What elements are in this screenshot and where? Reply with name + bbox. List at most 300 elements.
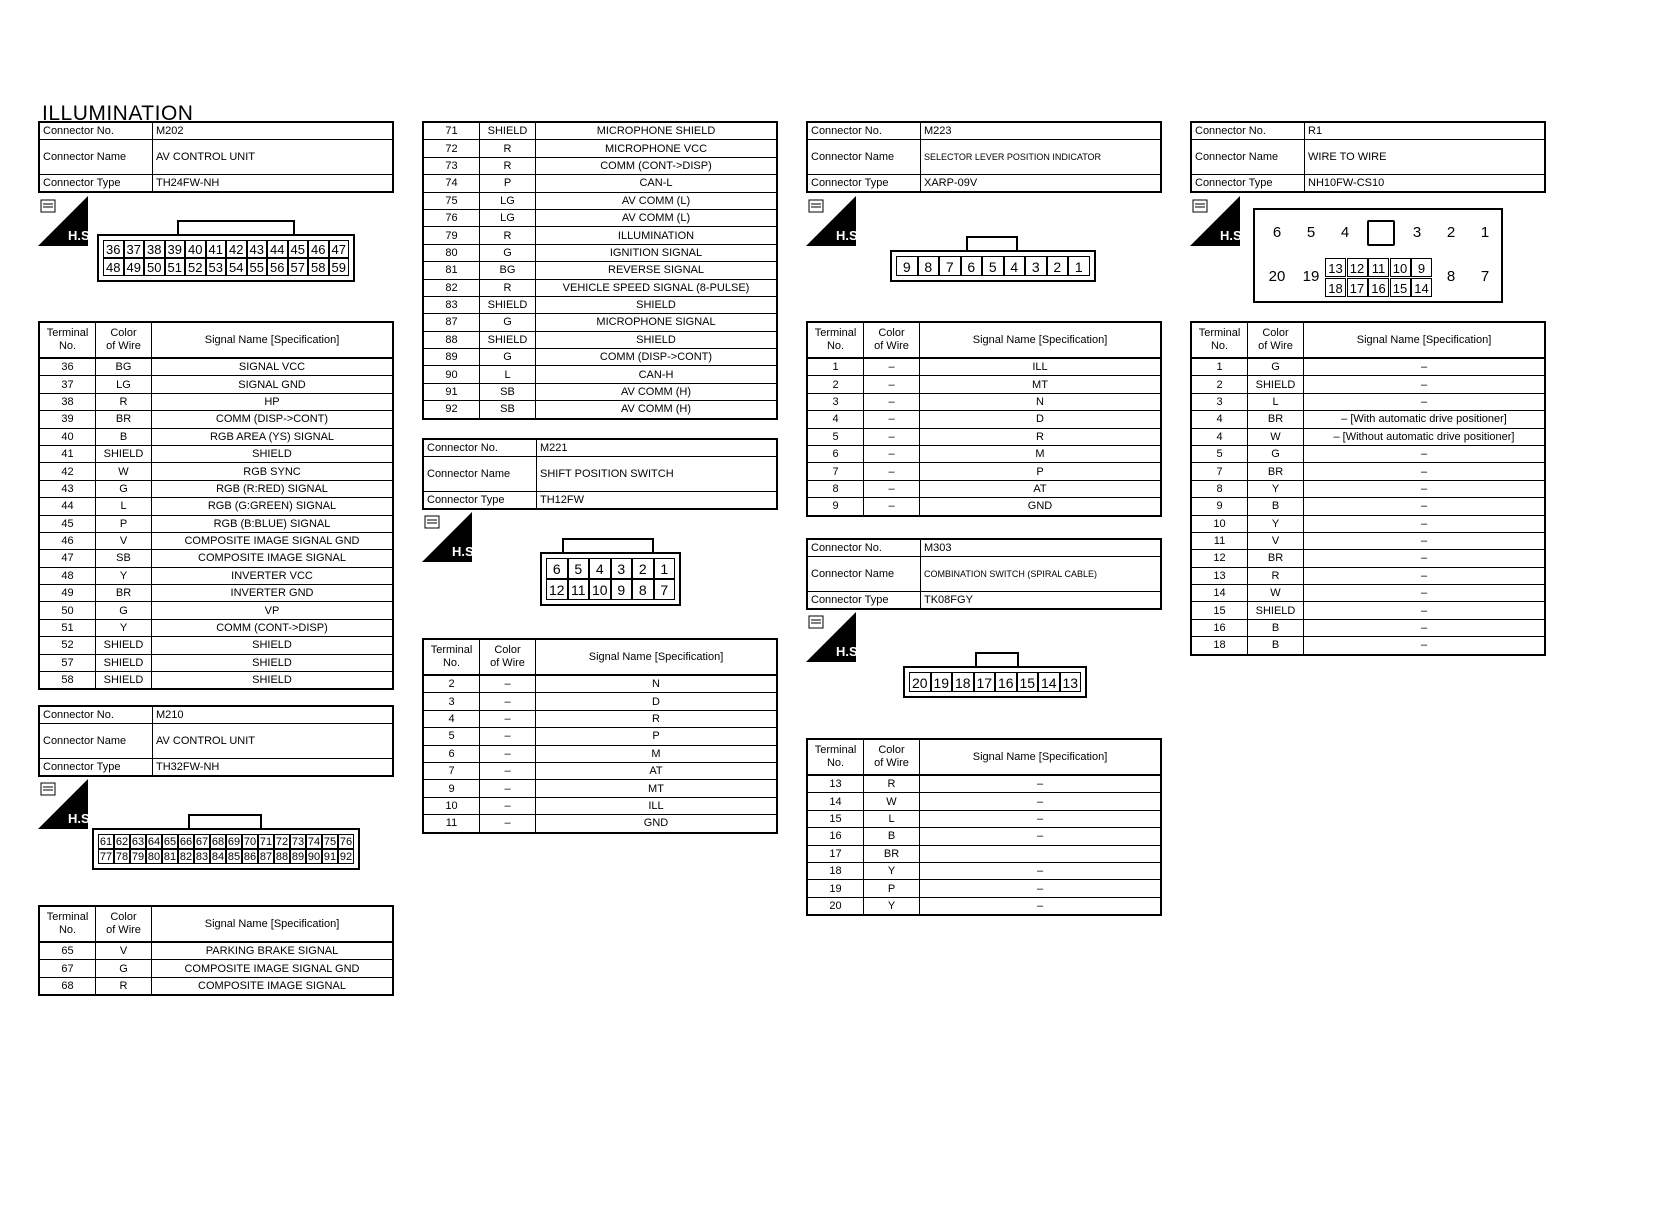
signal-name: AT <box>536 762 778 779</box>
terminal-pin: 18 <box>952 672 974 692</box>
terminal-header: Terminal No. <box>807 739 864 775</box>
signal-name: COMM (DISP->CONT) <box>152 411 394 428</box>
terminal-pin: 10 <box>589 579 611 600</box>
wire-color: W <box>864 793 920 810</box>
signal-name: RGB AREA (YS) SIGNAL <box>152 428 394 445</box>
connector-type: TH32FW-NH <box>153 759 394 777</box>
connector-name: SELECTOR LEVER POSITION INDICATOR <box>921 140 1162 175</box>
terminal-no: 18 <box>807 862 864 879</box>
wire-color: BR <box>96 411 152 428</box>
table-row <box>39 672 393 690</box>
signal-name: RGB (R:RED) SIGNAL <box>152 480 394 497</box>
table-row <box>39 515 393 532</box>
signal-name: – <box>1304 532 1546 549</box>
table-row <box>423 745 777 762</box>
table-row <box>39 480 393 497</box>
terminal-pin: 80 <box>147 851 161 863</box>
signal-name: R <box>536 710 778 727</box>
wire-color: – <box>864 411 920 428</box>
wire-color: SB <box>480 401 536 419</box>
m210-continued-block <box>422 121 778 420</box>
table-row <box>423 157 777 174</box>
harness-side-icon <box>422 512 478 562</box>
terminal-no: 4 <box>1191 411 1248 428</box>
pin-row <box>98 849 354 864</box>
terminal-pin: 43 <box>247 240 268 258</box>
signal-name: – <box>1304 480 1546 497</box>
wire-color: SHIELD <box>480 331 536 348</box>
terminal-no: 37 <box>39 376 96 393</box>
wire-color: SHIELD <box>96 637 152 654</box>
signal-name: – [With automatic drive positioner] <box>1304 411 1546 428</box>
table-row <box>39 463 393 480</box>
m202-block <box>38 121 394 193</box>
wire-color: G <box>480 314 536 331</box>
terminal-no: 72 <box>423 140 480 157</box>
terminal-no: 87 <box>423 314 480 331</box>
terminal-header: Terminal No. <box>39 322 96 358</box>
color-header: Color of Wire <box>864 739 920 775</box>
table-row <box>1191 550 1545 567</box>
terminal-no: 91 <box>423 383 480 400</box>
connector-type: TH12FW <box>537 492 778 510</box>
terminal-pin: 19 <box>931 672 953 692</box>
latch-tab <box>188 814 262 828</box>
terminal-no: 8 <box>807 480 864 497</box>
terminal-no: 83 <box>423 296 480 313</box>
wire-color: – <box>864 428 920 445</box>
m210-connector-face <box>92 814 360 870</box>
wire-color: BR <box>1248 550 1304 567</box>
terminal-no: 14 <box>1191 585 1248 602</box>
terminal-no: 75 <box>423 192 480 209</box>
terminal-no: 51 <box>39 619 96 636</box>
terminal-no: 92 <box>423 401 480 419</box>
table-row <box>1191 532 1545 549</box>
connector-no: M223 <box>921 122 1162 140</box>
terminal-header: Terminal No. <box>39 906 96 942</box>
terminal-pin: 74 <box>307 836 321 848</box>
signal-name: ILLUMINATION <box>536 227 778 244</box>
signal-name <box>920 845 1162 862</box>
r1-info-table <box>1190 121 1546 193</box>
wire-color: BR <box>1248 411 1304 428</box>
table-row <box>39 393 393 410</box>
terminal-no: 11 <box>1191 532 1248 549</box>
harness-side-icon <box>38 196 94 246</box>
m202-info-table <box>38 121 394 193</box>
label: Connector Name <box>807 140 921 175</box>
label: Connector No. <box>39 122 153 140</box>
terminal-pin: 15 <box>1390 278 1411 297</box>
table-row <box>807 862 1161 879</box>
terminal-pin: 4 <box>1340 224 1350 241</box>
terminal-pin: 87 <box>259 851 273 863</box>
m223-signal-block <box>806 321 1162 517</box>
table-row <box>39 532 393 549</box>
terminal-pin: 5 <box>568 558 590 579</box>
table-row <box>1191 567 1545 584</box>
signal-name: – <box>1304 376 1546 393</box>
terminal-pin: 10 <box>1390 258 1411 277</box>
terminal-no: 9 <box>807 498 864 516</box>
signal-name: – <box>1304 515 1546 532</box>
wire-color: Y <box>96 567 152 584</box>
wire-color: R <box>480 157 536 174</box>
signal-name: COMM (CONT->DISP) <box>152 619 394 636</box>
table-row <box>39 977 393 995</box>
wire-color: BG <box>480 262 536 279</box>
wire-color: B <box>1248 619 1304 636</box>
table-row <box>807 463 1161 480</box>
terminal-pin: 67 <box>195 836 209 848</box>
terminal-no: 15 <box>807 810 864 827</box>
table-row <box>39 619 393 636</box>
table-row <box>423 693 777 710</box>
terminal-no: 2 <box>423 675 480 693</box>
terminal-pin: 69 <box>227 836 241 848</box>
terminal-no: 11 <box>423 815 480 833</box>
terminal-pin: 4 <box>1004 256 1026 276</box>
signal-name: ILL <box>536 797 778 814</box>
table-row <box>807 880 1161 897</box>
table-row <box>1191 619 1545 636</box>
signal-name: COMM (CONT->DISP) <box>536 157 778 174</box>
terminal-no: 13 <box>807 775 864 793</box>
terminal-no: 41 <box>39 445 96 462</box>
table-row <box>807 428 1161 445</box>
label: Connector Type <box>1191 175 1305 193</box>
signal-name: PARKING BRAKE SIGNAL <box>152 942 394 960</box>
signal-name: SIGNAL GND <box>152 376 394 393</box>
signal-name: – <box>1304 637 1546 655</box>
connector-name: WIRE TO WIRE <box>1305 140 1546 175</box>
latch-tab <box>177 220 295 234</box>
m303-signal-table <box>806 738 1162 916</box>
label: Connector Type <box>807 175 921 193</box>
terminal-pin: 72 <box>275 836 289 848</box>
wire-color: – <box>480 693 536 710</box>
harness-side-icon <box>1190 196 1246 246</box>
terminal-pin: 1 <box>1480 224 1490 241</box>
signal-name: – <box>920 828 1162 845</box>
signal-name: R <box>920 428 1162 445</box>
signal-name: – <box>1304 393 1546 410</box>
signal-name: M <box>536 745 778 762</box>
terminal-pin: 53 <box>206 258 227 276</box>
table-row <box>1191 411 1545 428</box>
signal-name: – <box>1304 358 1546 376</box>
connector-latch <box>890 236 1096 250</box>
terminal-pin: 20 <box>1268 268 1286 285</box>
wire-color: G <box>480 244 536 261</box>
wire-color: L <box>96 498 152 515</box>
signal-name: – <box>920 862 1162 879</box>
label: Connector Type <box>807 592 921 610</box>
wire-color: B <box>96 428 152 445</box>
connector-latch <box>903 652 1087 666</box>
terminal-no: 76 <box>423 209 480 226</box>
pin-row <box>546 579 675 600</box>
terminal-no: 3 <box>1191 393 1248 410</box>
terminal-no: 49 <box>39 585 96 602</box>
terminal-no: 42 <box>39 463 96 480</box>
terminal-no: 9 <box>1191 498 1248 515</box>
signal-name: REVERSE SIGNAL <box>536 262 778 279</box>
terminal-pin: 20 <box>909 672 931 692</box>
terminal-pin: 2 <box>1047 256 1069 276</box>
terminal-pin: 45 <box>288 240 309 258</box>
signal-name: D <box>920 411 1162 428</box>
m221-block <box>422 438 778 510</box>
keyway-slot <box>1367 220 1395 246</box>
signal-name: – <box>920 775 1162 793</box>
signal-name: CAN-L <box>536 175 778 192</box>
wire-color: B <box>1248 637 1304 655</box>
terminal-no: 6 <box>807 445 864 462</box>
terminal-pin: 13 <box>1325 258 1346 277</box>
label: Connector No. <box>39 706 153 724</box>
terminal-pin: 9 <box>1411 258 1432 277</box>
terminal-pin: 59 <box>329 258 350 276</box>
table-row <box>423 780 777 797</box>
terminal-pin: 86 <box>243 851 257 863</box>
table-row <box>807 498 1161 516</box>
terminal-pin: 41 <box>206 240 227 258</box>
label: Connector No. <box>1191 122 1305 140</box>
terminal-pin: 66 <box>179 836 193 848</box>
terminal-no: 14 <box>807 793 864 810</box>
terminal-pin: 49 <box>124 258 145 276</box>
signal-name: ILL <box>920 358 1162 376</box>
table-row <box>1191 637 1545 655</box>
terminal-pin: 40 <box>185 240 206 258</box>
terminal-no: 40 <box>39 428 96 445</box>
table-row <box>807 793 1161 810</box>
terminal-no: 89 <box>423 349 480 366</box>
wire-color: Y <box>1248 515 1304 532</box>
wire-color: – <box>864 393 920 410</box>
terminal-pin: 2 <box>1446 224 1456 241</box>
wire-color: – <box>480 675 536 693</box>
wire-color: R <box>864 775 920 793</box>
signal-name: – <box>920 810 1162 827</box>
wire-color: R <box>480 140 536 157</box>
signal-name: SHIELD <box>536 331 778 348</box>
hs-label: H.S. <box>452 544 478 559</box>
terminal-no: 4 <box>807 411 864 428</box>
terminal-pin: 11 <box>1368 258 1389 277</box>
terminal-pin: 9 <box>896 256 918 276</box>
pin-row <box>546 558 675 579</box>
m303-signal-block <box>806 738 1162 916</box>
r1-signal-block <box>1190 321 1546 656</box>
terminal-pin: 8 <box>632 579 654 600</box>
signal-name: AV COMM (H) <box>536 383 778 400</box>
signal-name: CAN-H <box>536 366 778 383</box>
terminal-pin: 17 <box>974 672 996 692</box>
terminal-pin: 1 <box>654 558 676 579</box>
terminal-no: 15 <box>1191 602 1248 619</box>
connector-no: M202 <box>153 122 394 140</box>
terminal-pin: 44 <box>267 240 288 258</box>
signal-name: SIGNAL VCC <box>152 358 394 376</box>
terminal-pin: 16 <box>995 672 1017 692</box>
table-row <box>423 728 777 745</box>
label: Connector No. <box>807 539 921 557</box>
table-row <box>807 845 1161 862</box>
signal-name: RGB (G:GREEN) SIGNAL <box>152 498 394 515</box>
signal-name: – <box>1304 567 1546 584</box>
signal-name: – <box>1304 602 1546 619</box>
terminal-no: 13 <box>1191 567 1248 584</box>
r1-signal-table <box>1190 321 1546 656</box>
terminal-pin: 6 <box>546 558 568 579</box>
signal-name: – [Without automatic drive positioner] <box>1304 428 1546 445</box>
terminal-no: 5 <box>807 428 864 445</box>
table-row <box>807 445 1161 462</box>
m221-info-table <box>422 438 778 510</box>
terminal-no: 3 <box>423 693 480 710</box>
table-row <box>1191 498 1545 515</box>
wire-color: SB <box>480 383 536 400</box>
wire-color: V <box>1248 532 1304 549</box>
terminal-pin: 5 <box>982 256 1004 276</box>
signal-name: – <box>1304 498 1546 515</box>
wire-color: V <box>96 942 152 960</box>
terminal-pin: 7 <box>939 256 961 276</box>
terminal-no: 2 <box>807 376 864 393</box>
terminal-pin: 65 <box>163 836 177 848</box>
signal-name: – <box>1304 619 1546 636</box>
terminal-pin: 58 <box>308 258 329 276</box>
terminal-pin: 1 <box>1068 256 1090 276</box>
signal-name: GND <box>920 498 1162 516</box>
signal-name: COMPOSITE IMAGE SIGNAL GND <box>152 960 394 977</box>
terminal-no: 81 <box>423 262 480 279</box>
wire-color: LG <box>480 192 536 209</box>
label: Connector No. <box>807 122 921 140</box>
terminal-pin: 6 <box>961 256 983 276</box>
m221-signal-table <box>422 638 778 834</box>
table-row <box>807 358 1161 376</box>
wire-color: SB <box>96 550 152 567</box>
terminal-pin: 79 <box>131 851 145 863</box>
inner-pin-block <box>1325 258 1433 298</box>
signal-name: COMM (DISP->CONT) <box>536 349 778 366</box>
table-row <box>39 411 393 428</box>
m221-connector-face <box>540 538 681 606</box>
terminal-pin: 78 <box>115 851 129 863</box>
terminal-pin: 64 <box>147 836 161 848</box>
terminal-no: 5 <box>1191 445 1248 462</box>
m202-connector-face <box>97 220 355 282</box>
wire-color: R <box>480 279 536 296</box>
wire-color: Y <box>1248 480 1304 497</box>
table-row <box>1191 480 1545 497</box>
m223-info-table <box>806 121 1162 193</box>
terminal-no: 1 <box>1191 358 1248 376</box>
wire-color: V <box>96 532 152 549</box>
m223-block <box>806 121 1162 193</box>
terminal-pin: 3 <box>1025 256 1047 276</box>
terminal-pin: 70 <box>243 836 257 848</box>
signal-name: GND <box>536 815 778 833</box>
terminal-no: 7 <box>1191 463 1248 480</box>
table-row <box>423 244 777 261</box>
wire-color: R <box>96 393 152 410</box>
connector-body <box>903 666 1087 698</box>
terminal-pin: 91 <box>323 851 337 863</box>
terminal-no: 12 <box>1191 550 1248 567</box>
pin-row <box>909 672 1081 692</box>
signal-name: RGB SYNC <box>152 463 394 480</box>
terminal-pin: 52 <box>185 258 206 276</box>
table-row <box>423 209 777 226</box>
table-row <box>423 401 777 419</box>
terminal-pin: 18 <box>1325 278 1346 297</box>
signal-name: – <box>1304 550 1546 567</box>
wire-color: G <box>1248 445 1304 462</box>
wire-color: BR <box>864 845 920 862</box>
terminal-header: Terminal No. <box>423 639 480 675</box>
table-row <box>1191 358 1545 376</box>
m223-connector-face <box>890 236 1096 282</box>
terminal-no: 5 <box>423 728 480 745</box>
table-row <box>807 480 1161 497</box>
hs-label: H.S. <box>68 811 94 826</box>
terminal-pin: 42 <box>226 240 247 258</box>
terminal-pin: 84 <box>211 851 225 863</box>
table-row <box>39 550 393 567</box>
terminal-no: 46 <box>39 532 96 549</box>
terminal-pin: 51 <box>165 258 186 276</box>
harness-side-icon <box>806 612 862 662</box>
table-row <box>423 383 777 400</box>
signal-name: COMPOSITE IMAGE SIGNAL <box>152 550 394 567</box>
terminal-pin: 39 <box>165 240 186 258</box>
latch-tab <box>975 652 1019 666</box>
terminal-pin: 6 <box>1272 224 1282 241</box>
signal-name: – <box>1304 585 1546 602</box>
wire-color: P <box>864 880 920 897</box>
table-row <box>1191 393 1545 410</box>
signal-header: Signal Name [Specification] <box>920 739 1162 775</box>
color-header: Color of Wire <box>96 322 152 358</box>
signal-name: RGB (B:BLUE) SIGNAL <box>152 515 394 532</box>
terminal-no: 4 <box>1191 428 1248 445</box>
terminal-pin: 14 <box>1411 278 1432 297</box>
connector-name: SHIFT POSITION SWITCH <box>537 457 778 492</box>
terminal-pin: 48 <box>103 258 124 276</box>
m223-signal-table <box>806 321 1162 517</box>
wire-color: SHIELD <box>1248 376 1304 393</box>
terminal-no: 47 <box>39 550 96 567</box>
wire-color: Y <box>864 862 920 879</box>
terminal-no: 7 <box>423 762 480 779</box>
m303-info-table <box>806 538 1162 610</box>
signal-name: COMPOSITE IMAGE SIGNAL <box>152 977 394 995</box>
terminal-header: Terminal No. <box>1191 322 1248 358</box>
terminal-pin: 90 <box>307 851 321 863</box>
wire-color: – <box>864 480 920 497</box>
signal-header: Signal Name [Specification] <box>536 639 778 675</box>
terminal-no: 67 <box>39 960 96 977</box>
table-row <box>423 175 777 192</box>
terminal-no: 3 <box>807 393 864 410</box>
terminal-pin: 75 <box>323 836 337 848</box>
terminal-pin: 50 <box>144 258 165 276</box>
